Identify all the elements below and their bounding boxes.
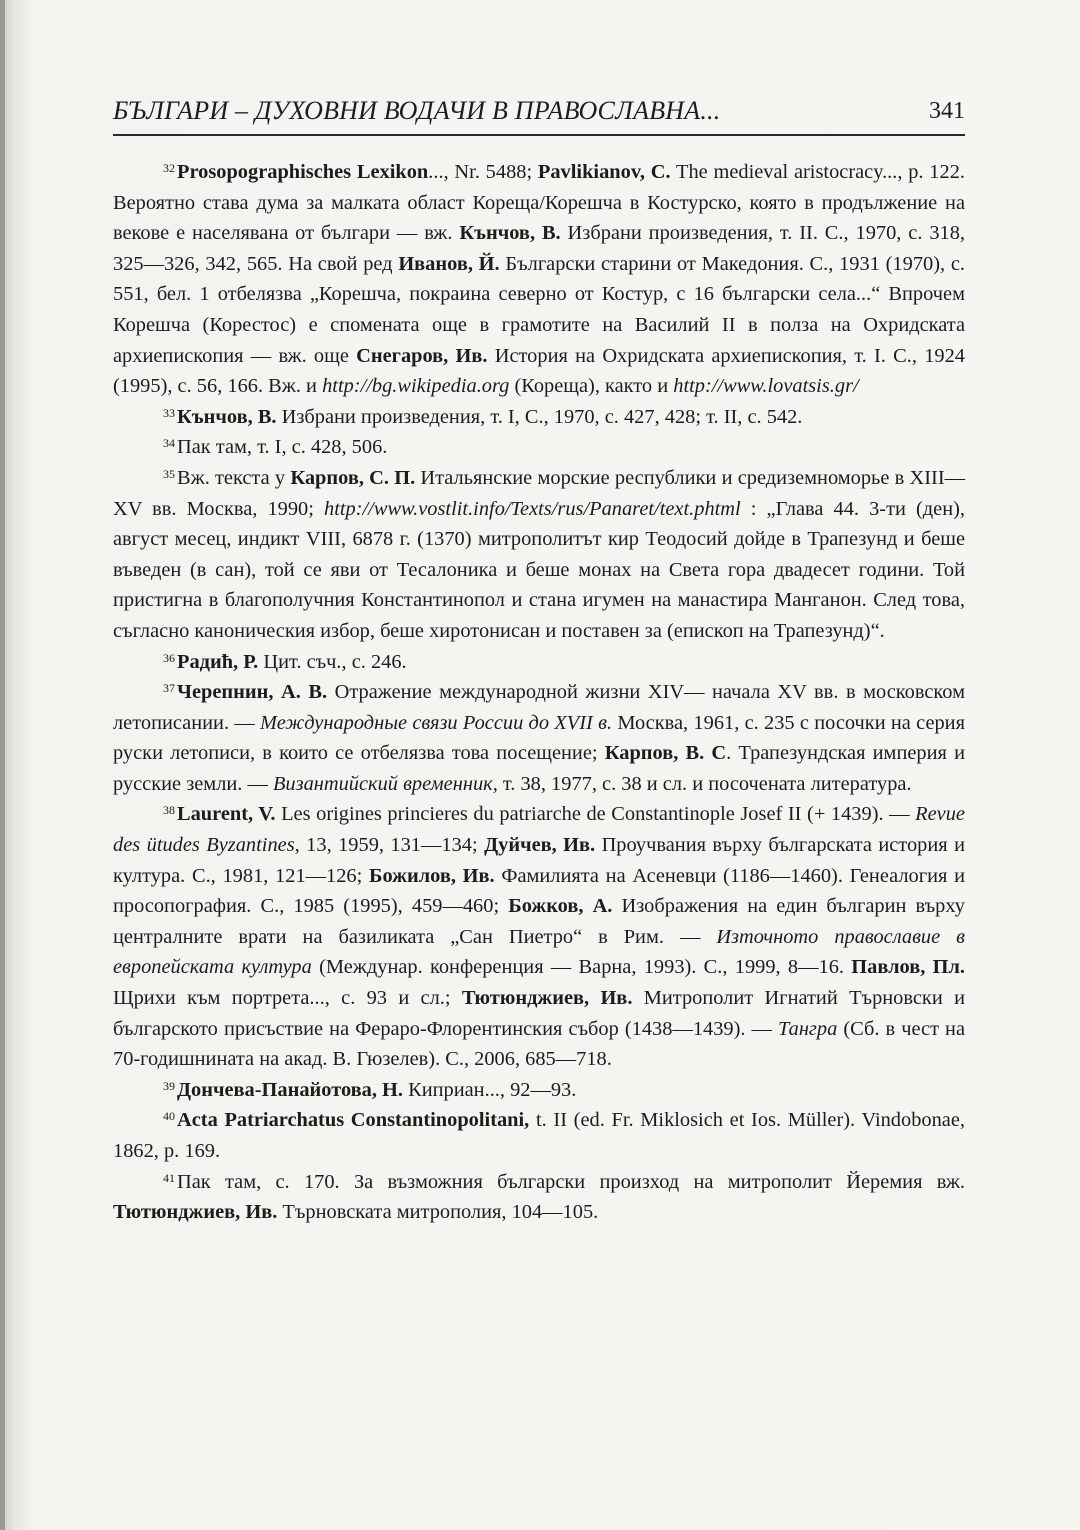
footnote-36 bbox=[113, 647, 965, 678]
footnote-text: Митрополит Игнатий Търновски и българското присъствие на Фераро-Флорентинския събор (1438—1439). — bbox=[113, 987, 965, 1040]
author-name: Божков, А. bbox=[508, 895, 613, 918]
page-gutter-shadow bbox=[0, 0, 5, 1530]
author-name: Снегаров, Ив. bbox=[356, 344, 488, 367]
footnote-text: Киприан..., 92—93. bbox=[403, 1078, 577, 1101]
footnote-number: 37 bbox=[163, 681, 175, 696]
author-name: Кънчов, В. bbox=[177, 405, 277, 428]
footnote-text: Вж. текста у bbox=[177, 466, 291, 489]
author-name: Laurent, V. bbox=[177, 803, 276, 826]
author-name: Павлов, Пл. bbox=[851, 956, 966, 979]
footnote-text: (Междунар. конференция — Варна, 1993). С., 1999, 8—16. bbox=[311, 956, 852, 979]
footnote-text: t. II (ed. Fr. Miklosich et Ios. Müller). Vindobonae, 1862, p. 169. bbox=[113, 1109, 965, 1162]
running-header bbox=[113, 96, 965, 136]
footnote-35 bbox=[113, 463, 965, 647]
author-name: Карпов, В. С bbox=[604, 742, 727, 765]
footnote-number: 32 bbox=[163, 161, 175, 175]
footnote-text: Пак там, т. I, с. 428, 506. bbox=[177, 436, 388, 459]
italic-reference: Международные связи России до XVII в. bbox=[260, 711, 613, 734]
footnote-32 bbox=[113, 157, 965, 402]
author-name: Тютюнджиев, Ив. bbox=[461, 987, 633, 1010]
footnote-text: Цит. съч., с. 246. bbox=[258, 650, 407, 673]
author-name: Тютюнджиев, Ив. bbox=[113, 1201, 278, 1224]
footnote-34 bbox=[113, 432, 965, 463]
italic-reference: Тангра bbox=[778, 1017, 838, 1040]
footnote-38 bbox=[113, 799, 965, 1074]
author-name: Дуйчев, Ив. bbox=[484, 834, 596, 857]
footnote-number: 33 bbox=[163, 405, 175, 420]
running-title: БЪЛГАРИ – ДУХОВНИ ВОДАЧИ В ПРАВОСЛАВНА... bbox=[113, 96, 721, 125]
footnote-text: , 13, 1959, 131—134; bbox=[294, 834, 485, 857]
footnote-39 bbox=[113, 1075, 965, 1106]
footnote-41 bbox=[113, 1167, 965, 1228]
footnote-text: Отражение международной жизни XIV— начала XV вв. в московском летописании. — bbox=[113, 681, 965, 734]
footnote-number: 36 bbox=[163, 650, 175, 665]
author-name: Acta Patriarchatus Constantinopolitani, bbox=[177, 1109, 530, 1132]
footnote-text: Изображения на един българин върху централните врати на базиликата „Сан Пиетро“ в Рим. — bbox=[113, 895, 965, 948]
header-rule bbox=[113, 134, 965, 136]
footnote-text: . Трапезундская империя и русские земли. — bbox=[113, 742, 966, 795]
footnote-text: Избрани произведения, т. I, С., 1970, с. 427, 428; т. II, с. 542. bbox=[276, 405, 803, 428]
italic-reference: Византийский временник, bbox=[272, 772, 498, 795]
footnote-text: т. 38, 1977, с. 38 и сл. и посочената литература. bbox=[497, 772, 912, 795]
italic-reference: http://bg.wikipedia.org bbox=[322, 375, 510, 398]
footnote-number: 35 bbox=[163, 466, 175, 481]
footnote-number: 39 bbox=[163, 1078, 175, 1093]
footnote-text: Щрихи към портрета..., с. 93 и сл.; bbox=[113, 987, 462, 1010]
author-name: Иванов, Й. bbox=[398, 252, 500, 275]
author-name: Pavlikianov, C. bbox=[537, 161, 671, 183]
author-name: Радић, Р. bbox=[177, 650, 259, 673]
footnote-text: Търновската митрополия, 104—105. bbox=[277, 1201, 599, 1224]
italic-reference: Revue des ütudes Byzantines bbox=[113, 803, 965, 857]
footnote-text: : „Глава 44. 3-ти (ден), август месец, индикт VIII, 6878 г. (1370) митрополитът кир Теодосий дойде в Трапезунд и беше въведен (в сан), той се яви от Тесалоника и беше монах на Света гора двадесет години. Той пристигна в благополучния Константинопол и стана игумен на манастира Манганон. След това, съгласно каноническия избор, беше хиротонисан и поставен за (епископ на Трапезунд)“. bbox=[113, 497, 966, 642]
footnote-33 bbox=[113, 402, 965, 433]
footnote-number: 38 bbox=[163, 803, 175, 818]
footnote-text: Les origines princieres du patriarche de Constantinople Josef II (+ 1439). — bbox=[275, 803, 916, 826]
footnote-37 bbox=[113, 677, 965, 799]
footnote-text: История на Охридската архиепископия, т. I. С., 1924 (1995), с. 56, 166. Вж. и bbox=[113, 344, 965, 398]
footnote-text: Български старини от Македония. С., 1931 (1970), с. 551, бел. 1 отбелязва „Корешча, покраина северно от Костур, с 16 български села...“ Впрочем Корешча (Корестос) е спомената още в грамотите на Василий II в полза на Охридската архиепископия — вж. още bbox=[113, 252, 965, 367]
footnote-number: 40 bbox=[163, 1109, 175, 1124]
footnote-number: 34 bbox=[163, 436, 175, 451]
footnote-text: Проучвания върху българската история и култура. С., 1981, 121—126; bbox=[113, 834, 965, 887]
footnote-number: 41 bbox=[163, 1170, 175, 1185]
author-name: Карпов, С. П. bbox=[290, 466, 416, 489]
footnote-text: Фамилията на Асеневци (1186—1460). Генеалогия и просопография. С., 1985 (1995), 459—460; bbox=[113, 864, 965, 918]
footnote-text: (Сб. в чест на 70-годишнината на акад. В. Гюзелев). С., 2006, 685—718. bbox=[113, 1017, 966, 1071]
footnote-text: Москва, 1961, с. 235 с посочки на серия руски летописи, в които се отбелязва това посещение; bbox=[113, 711, 965, 765]
footnote-text: (Кореща), както и bbox=[509, 375, 674, 398]
author-name: Черепнин, А. В. bbox=[177, 681, 328, 704]
author-name: Prosopographisches Lexikon bbox=[177, 161, 429, 183]
author-name: Божилов, Ив. bbox=[369, 864, 495, 887]
page-number: 341 bbox=[929, 98, 965, 124]
footnote-text: Пак там, с. 170. За възможния български произход на митрополит Йеремия вж. bbox=[177, 1170, 965, 1193]
footnotes-block bbox=[113, 157, 965, 1228]
footnote-text: ..., Nr. 5488; bbox=[428, 161, 538, 183]
author-name: Кънчов, В. bbox=[459, 222, 561, 245]
footnote-text: Итальянские морские республики и средиземноморье в XIII—XV вв. Москва, 1990; bbox=[113, 466, 965, 520]
footnote-text: Избрани произведения, т. II. С., 1970, с. 318, 325—326, 342, 565. На свой ред bbox=[113, 222, 966, 275]
italic-reference: http://www.lovatsis.gr/ bbox=[673, 375, 859, 398]
author-name: Дончева-Панайотова, Н. bbox=[177, 1078, 403, 1101]
footnote-40 bbox=[113, 1105, 965, 1166]
footnote-text: The medieval aristocracy..., p. 122. Вероятно става дума за малката област Кореща/Корешча в Костурско, която в продължение на векове е населявана от българи — вж. bbox=[113, 161, 965, 245]
italic-reference: Източното православие в европейската култура bbox=[113, 925, 965, 979]
italic-reference: http://www.vostlit.info/Texts/rus/Panaret/text.phtml bbox=[324, 497, 741, 520]
